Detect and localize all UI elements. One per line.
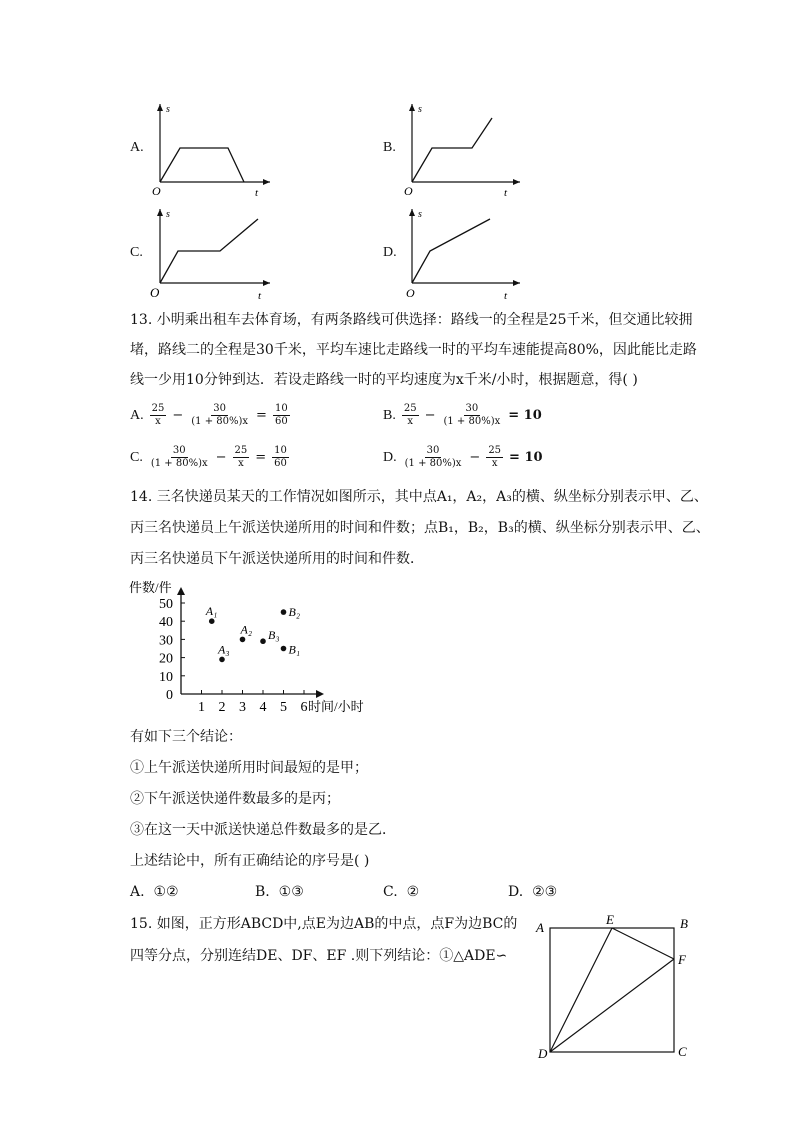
q14-question: 上述结论中，所有正确结论的序号是( ): [130, 853, 370, 869]
segment-EF: [612, 928, 674, 959]
q14-conclusion-3: ③在这一天中派送快递总件数最多的是乙．: [130, 822, 396, 838]
point-F-label: F: [678, 952, 686, 967]
axis-y-label: s: [418, 209, 422, 220]
q13-text-line-2: 堵，路线二的全程是30千米，平均车速比走路线一时的平均车速能提高80%，因此能比走路: [130, 342, 697, 358]
axis-y-label: s: [418, 104, 422, 115]
data-point: [281, 609, 287, 615]
fraction: $\frac{25}{x}$: [488, 445, 502, 469]
data-point: [209, 618, 215, 624]
option-label: D.: [383, 449, 397, 465]
q14-option-B[interactable]: B. ①③: [255, 884, 304, 900]
q14-option-A[interactable]: A. ①②: [130, 884, 179, 900]
fraction: $\frac{25}{x}$: [403, 403, 417, 427]
y-axis-arrow: [177, 587, 185, 595]
chart-ylabel: 件数/件: [129, 580, 172, 595]
operator: =: [255, 450, 267, 465]
origin-label: O: [150, 285, 160, 300]
x-axis-arrow: [316, 690, 324, 698]
axis-x-label: t: [255, 187, 259, 199]
motion-graph: [400, 100, 530, 200]
origin-label: O: [152, 184, 161, 198]
axis-y-label: s: [166, 104, 170, 115]
option-label: C.: [130, 449, 143, 465]
q14-text-line-2: 丙三名快递员上午派送快递所用的时间和件数；点B₁，B₂，B₃的横、纵坐标分别表示甲、乙、: [130, 520, 710, 536]
square-ABCD: [550, 928, 674, 1052]
point-label: A₃: [218, 642, 230, 657]
data-point: [281, 646, 287, 652]
q14-intro: 有如下三个结论：: [130, 729, 242, 745]
graph-option-label: C.: [130, 245, 143, 260]
fraction: $\frac{25}{x}$: [234, 445, 248, 469]
y-tick-label: 20: [159, 651, 173, 667]
point-E-label: E: [606, 912, 614, 927]
x-tick-label: 6: [300, 700, 308, 715]
q14-option-D[interactable]: D. ②③: [508, 884, 558, 900]
x-tick-label: 3: [239, 700, 246, 715]
operator: −: [215, 450, 227, 465]
option-label: B.: [383, 407, 396, 423]
q13-option-D[interactable]: [383, 445, 543, 470]
x-tick-label: 4: [259, 700, 267, 715]
operator: −: [172, 408, 184, 423]
operator: −: [424, 408, 436, 423]
q13-option-A[interactable]: [130, 403, 290, 428]
y-tick-label: 40: [159, 615, 173, 631]
operator: −: [469, 450, 481, 465]
data-point: [260, 638, 266, 644]
graph-option-label: D.: [383, 245, 397, 260]
q14-conclusion-1: ①上午派送快递所用时间最短的是甲；: [130, 760, 368, 776]
graph-option-B: [383, 100, 533, 200]
fraction: $\frac{30}{(1 + 80\%)x}$: [150, 445, 208, 469]
y-tick-label: 30: [159, 633, 173, 649]
chart-xlabel: 时间/小时: [308, 699, 364, 714]
data-point: [240, 637, 246, 643]
vertex-D-label: D: [538, 1046, 548, 1061]
q14-option-C[interactable]: C. ②: [383, 884, 420, 900]
scatter-chart: [125, 575, 385, 720]
q14-text-line-3: 丙三名快递员下午派送快递所用的时间和件数．: [130, 551, 424, 567]
segment-DF: [550, 959, 674, 1052]
equation-rhs: = 10: [509, 450, 543, 465]
y-tick-label: 0: [166, 688, 173, 703]
y-tick-label: 50: [159, 597, 173, 612]
graph-option-A: [130, 100, 280, 200]
y-tick-label: 10: [159, 669, 173, 685]
axis-x-label: t: [504, 187, 508, 199]
q15-text-line-2: 四等分点，分别连结DE、DF、EF .则下列结论：①△ADE∽: [130, 948, 508, 964]
q13-text-line-3: 线一少用10分钟到达．若设走路线一时的平均速度为x千米/小时，根据题意，得( ): [130, 372, 638, 388]
point-label: B₃: [268, 628, 280, 643]
fraction: $\frac{10}{60}$: [274, 445, 287, 469]
origin-label: O: [404, 184, 413, 198]
point-label: A₁: [205, 604, 218, 619]
fraction: $\frac{10}{60}$: [274, 403, 288, 427]
q13-option-C[interactable]: [130, 445, 289, 470]
x-tick-label: 5: [280, 700, 287, 715]
square-figure: [530, 908, 710, 1068]
fraction: $\frac{30}{(1 + 80\%)x}$: [443, 403, 501, 427]
operator: =: [256, 408, 267, 423]
x-tick-label: 2: [218, 700, 226, 715]
motion-graph: [400, 205, 530, 305]
q14-text-line-1: 14. 三名快递员某天的工作情况如图所示，其中点A₁，A₂，A₃的横、纵坐标分别表示甲、乙、: [130, 489, 708, 505]
option-label: A.: [130, 407, 144, 423]
axis-x-label: t: [504, 290, 508, 302]
q15-text-line-1: 15. 如图，正方形ABCD中,点E为边AB的中点，点F为边BC的: [130, 916, 518, 932]
point-label: B₁: [288, 642, 301, 657]
motion-graph: [150, 205, 280, 305]
vertex-C-label: C: [678, 1044, 687, 1059]
axis-x-label: t: [258, 290, 262, 302]
fraction: $\frac{25}{x}$: [151, 403, 165, 427]
motion-graph: [150, 100, 280, 200]
q13-option-B[interactable]: [383, 403, 542, 428]
graph-option-label: B.: [383, 140, 396, 155]
x-tick-label: 1: [198, 700, 205, 715]
fraction: $\frac{30}{(1 + 80\%)x}$: [191, 403, 249, 427]
graph-option-C: [130, 205, 280, 305]
point-label: A₂: [240, 622, 253, 637]
axis-y-label: s: [166, 209, 170, 220]
fraction: $\frac{30}{(1 + 80\%)x}$: [404, 445, 462, 469]
origin-label: O: [406, 286, 415, 300]
vertex-B-label: B: [680, 916, 688, 931]
data-point: [219, 657, 225, 663]
segment-DE: [550, 928, 612, 1052]
q14-conclusion-2: ②下午派送快递件数最多的是丙；: [130, 791, 340, 807]
graph-option-label: A.: [130, 140, 144, 155]
point-label: B₂: [288, 605, 301, 620]
q13-text-line-1: 13. 小明乘出租车去体育场，有两条路线可供选择：路线一的全程是25千米，但交通比较拥: [130, 312, 693, 328]
equation-rhs: = 10: [508, 408, 542, 423]
graph-option-D: [383, 205, 533, 305]
vertex-A-label: A: [536, 920, 544, 935]
